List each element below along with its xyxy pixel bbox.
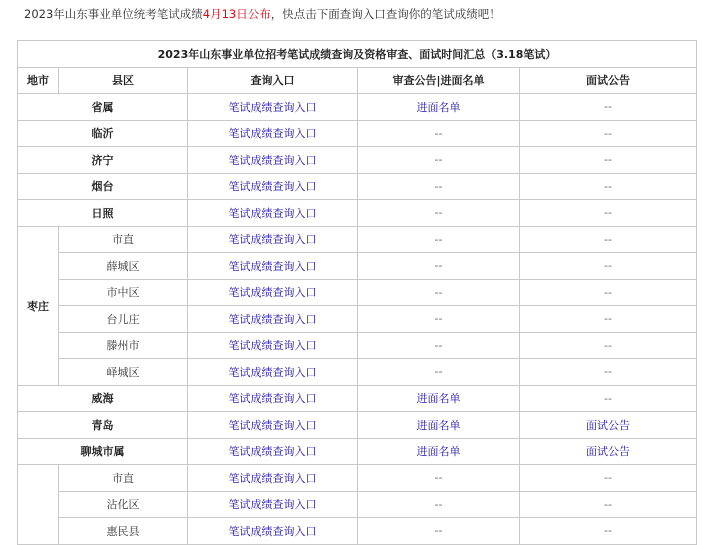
interview-cell: --: [520, 253, 697, 280]
table-row: [18, 173, 697, 200]
header-county: 县区: [59, 67, 188, 94]
table-row: [18, 147, 697, 174]
county-name: 滕州市: [59, 332, 188, 359]
query-link[interactable]: 笔试成绩查询入口: [188, 173, 358, 200]
row-name: 临沂: [18, 120, 188, 147]
review-cell: --: [358, 306, 520, 333]
review-link[interactable]: 进面名单: [358, 412, 520, 439]
query-link[interactable]: 笔试成绩查询入口: [188, 438, 358, 465]
query-link[interactable]: 笔试成绩查询入口: [188, 412, 358, 439]
query-link[interactable]: 笔试成绩查询入口: [188, 465, 358, 492]
county-name: 台儿庄: [59, 306, 188, 333]
interview-cell: --: [520, 147, 697, 174]
query-link[interactable]: 笔试成绩查询入口: [188, 332, 358, 359]
table-row: [18, 200, 697, 227]
review-cell: --: [358, 200, 520, 227]
query-link[interactable]: 笔试成绩查询入口: [188, 147, 358, 174]
county-name: 市中区: [59, 279, 188, 306]
intro-suffix: ，快点击下面查询入口查询你的笔试成绩吧！: [270, 7, 501, 21]
interview-cell: --: [520, 465, 697, 492]
query-link[interactable]: 笔试成绩查询入口: [188, 120, 358, 147]
review-cell: --: [358, 491, 520, 518]
city-cell-cutoff: [18, 465, 59, 545]
table-row: [18, 412, 697, 439]
table-row: [18, 279, 697, 306]
query-link[interactable]: 笔试成绩查询入口: [188, 385, 358, 412]
table-row: [18, 226, 697, 253]
interview-cell: --: [520, 359, 697, 386]
row-name: 烟台: [18, 173, 188, 200]
interview-cell: --: [520, 279, 697, 306]
score-query-table: [17, 40, 697, 545]
review-link[interactable]: 进面名单: [358, 385, 520, 412]
county-name: 惠民县: [59, 518, 188, 545]
table-row: [18, 94, 697, 121]
header-query: 查询入口: [188, 67, 358, 94]
table-row: [18, 253, 697, 280]
review-cell: --: [358, 253, 520, 280]
interview-cell: --: [520, 385, 697, 412]
review-cell: --: [358, 465, 520, 492]
interview-cell: --: [520, 518, 697, 545]
review-cell: --: [358, 173, 520, 200]
header-city: 地市: [18, 67, 59, 94]
review-cell: --: [358, 359, 520, 386]
table-row: [18, 438, 697, 465]
table-header-row: [18, 67, 697, 94]
header-interview: 面试公告: [520, 67, 697, 94]
table-row: [18, 491, 697, 518]
table-row: [18, 120, 697, 147]
header-review: 审查公告|进面名单: [358, 67, 520, 94]
row-name: 威海: [18, 385, 188, 412]
row-name: 日照: [18, 200, 188, 227]
interview-cell: --: [520, 491, 697, 518]
interview-cell: --: [520, 306, 697, 333]
review-cell: --: [358, 332, 520, 359]
interview-cell: --: [520, 200, 697, 227]
county-name: 峄城区: [59, 359, 188, 386]
query-link[interactable]: 笔试成绩查询入口: [188, 306, 358, 333]
review-cell: --: [358, 279, 520, 306]
interview-cell: --: [520, 226, 697, 253]
review-cell: --: [358, 226, 520, 253]
query-link[interactable]: 笔试成绩查询入口: [188, 226, 358, 253]
county-name: 沾化区: [59, 491, 188, 518]
review-cell: --: [358, 147, 520, 174]
city-zaozhuang: 枣庄: [18, 226, 59, 385]
county-name: 市直: [59, 226, 188, 253]
query-link[interactable]: 笔试成绩查询入口: [188, 253, 358, 280]
query-link[interactable]: 笔试成绩查询入口: [188, 94, 358, 121]
query-link[interactable]: 笔试成绩查询入口: [188, 518, 358, 545]
intro-text: [24, 5, 501, 23]
interview-cell: --: [520, 173, 697, 200]
table-row: [18, 306, 697, 333]
interview-cell: --: [520, 120, 697, 147]
query-link[interactable]: 笔试成绩查询入口: [188, 491, 358, 518]
table-row: [18, 385, 697, 412]
query-link[interactable]: 笔试成绩查询入口: [188, 359, 358, 386]
row-name: 济宁: [18, 147, 188, 174]
county-name: 薛城区: [59, 253, 188, 280]
intro-date-highlight: 4月13日公布: [202, 7, 271, 21]
table-caption-row: [18, 41, 697, 68]
interview-link[interactable]: 面试公告: [520, 412, 697, 439]
review-link[interactable]: 进面名单: [358, 94, 520, 121]
review-link[interactable]: 进面名单: [358, 438, 520, 465]
table-caption: 2023年山东事业单位招考笔试成绩查询及资格审查、面试时间汇总（3.18笔试）: [18, 41, 697, 68]
table-row: [18, 465, 697, 492]
interview-cell: --: [520, 94, 697, 121]
table-row: [18, 332, 697, 359]
query-link[interactable]: 笔试成绩查询入口: [188, 279, 358, 306]
county-name: 市直: [59, 465, 188, 492]
review-cell: --: [358, 518, 520, 545]
interview-link[interactable]: 面试公告: [520, 438, 697, 465]
review-cell: --: [358, 120, 520, 147]
interview-cell: --: [520, 332, 697, 359]
row-name: 青岛: [18, 412, 188, 439]
table-row: [18, 518, 697, 545]
row-name: 省属: [18, 94, 188, 121]
query-link[interactable]: 笔试成绩查询入口: [188, 200, 358, 227]
row-name: 聊城市属: [18, 438, 188, 465]
intro-prefix: 2023年山东事业单位统考笔试成绩: [24, 7, 203, 21]
table-row: [18, 359, 697, 386]
